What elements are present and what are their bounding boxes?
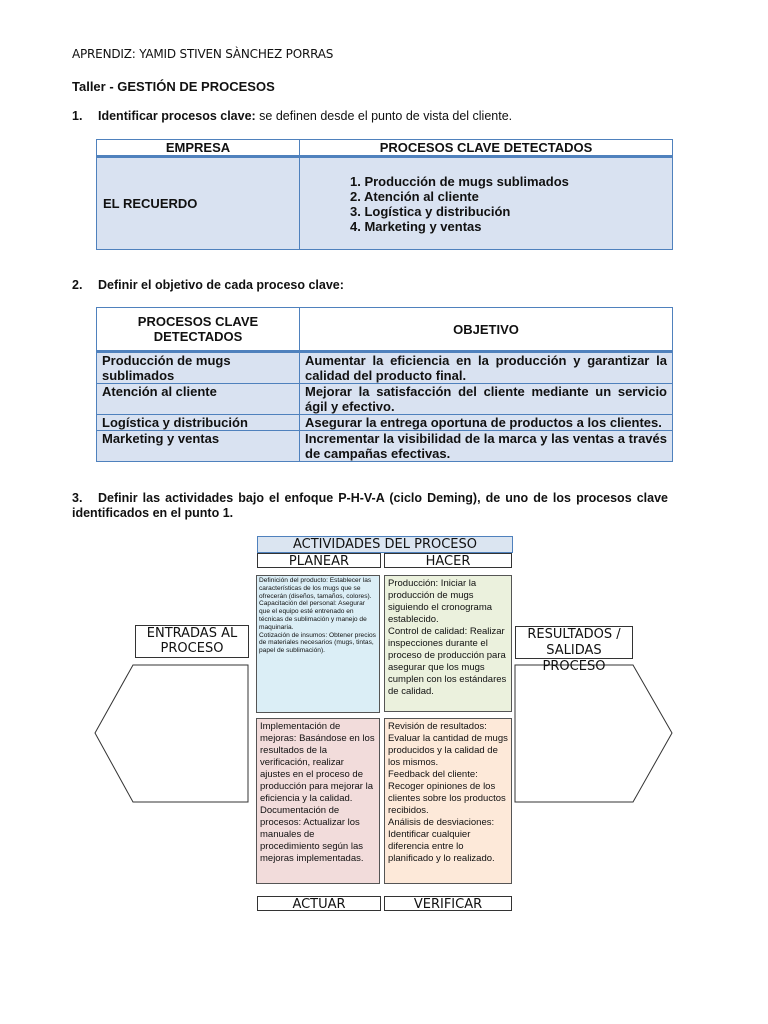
hacer-label: HACER: [384, 553, 512, 568]
process-cell: Marketing y ventas: [97, 431, 300, 462]
question-3-number: 3.: [72, 491, 83, 505]
question-3-text: Definir las actividades bajo el enfoque P-H-V-A (ciclo Deming), de uno de los procesos clave identificados en el punto 1.: [72, 491, 668, 520]
header-empresa: EMPRESA: [97, 140, 300, 157]
actuar-label: ACTUAR: [257, 896, 381, 911]
list-item: 2. Atención al cliente: [350, 188, 479, 204]
objective-cell: Incrementar la visibilidad de la marca y las ventas a través de campañas efectivas.: [300, 431, 673, 462]
objective-cell: Mejorar la satisfacción del cliente mediante un servicio ágil y efectivo.: [300, 384, 673, 415]
company-name: EL RECUERDO: [97, 157, 300, 250]
verificar-label: VERIFICAR: [384, 896, 512, 911]
question-2-number: 2.: [72, 278, 83, 292]
list-item: 1. Producción de mugs sublimados: [350, 173, 569, 189]
outputs-label: RESULTADOS / SALIDAS PROCESO: [515, 626, 633, 659]
page-title: Taller - GESTIÓN DE PROCESOS: [72, 79, 275, 94]
outputs-hexagon: [515, 665, 672, 802]
author-line: APRENDIZ: YAMID STIVEN SÀNCHEZ PORRAS: [72, 47, 334, 61]
planear-label: PLANEAR: [257, 553, 381, 568]
actuar-activities: Implementación de mejoras: Basándose en los resultados de la verificación, realizar ajustes en el proceso de producción para mejorar la eficiencia y la calidad. Documentación de procesos: Actualizar los manuales de procedimiento según las mejoras implementadas.: [256, 718, 380, 884]
list-item: 3. Logística y distribución: [350, 203, 511, 219]
question-1-number: 1.: [72, 109, 83, 123]
inputs-hexagon: [95, 665, 248, 802]
inputs-label: ENTRADAS AL PROCESO: [135, 625, 249, 658]
hacer-activities: Producción: Iniciar la producción de mugs siguiendo el cronograma establecido. Control de calidad: Realizar inspecciones durante el proceso de producción para asegurar que los mugs cumplen con los estándares de calidad.: [384, 575, 512, 712]
process-cell: Atención al cliente: [97, 384, 300, 415]
objective-cell: Asegurar la entrega oportuna de productos a los clientes.: [300, 415, 673, 431]
process-cell: Logística y distribución: [97, 415, 300, 431]
planear-activities: Definición del producto: Establecer las características de los mugs que se ofrecerán (diseños, tamaños, colores). Capacitación del personal: Asegurar que el equipo esté entrenado en técnicas de sublimación y manejo de maquinaria. Cotización de insumos: Obtener precios de materiales necesarios (mugs, tintas, papel de sublimación).: [256, 575, 380, 713]
objective-cell: Aumentar la eficiencia en la producción y garantizar la calidad del producto final.: [300, 352, 673, 384]
header-procesos: PROCESOS CLAVE DETECTADOS: [300, 140, 673, 157]
header-objetivo: OBJETIVO: [300, 308, 673, 352]
verificar-activities: Revisión de resultados: Evaluar la cantidad de mugs producidos y la calidad de los mismos. Feedback del cliente: Recoger opiniones de los clientes sobre los productos recibidos. Análisis de desviaciones: Identificar cualquier diferencia entre lo planificado y lo realizado.: [384, 718, 512, 884]
question-2-text: Definir el objetivo de cada proceso clave:: [98, 278, 344, 292]
header-procesos-clave: PROCESOS CLAVE DETECTADOS: [97, 308, 300, 352]
process-cell: Producción de mugs sublimados: [97, 352, 300, 384]
list-item: 4. Marketing y ventas: [350, 218, 482, 234]
question-1-rest: se definen desde el punto de vista del cliente.: [255, 109, 513, 123]
question-1-bold: Identificar procesos clave:: [98, 109, 256, 123]
activities-title: ACTIVIDADES DEL PROCESO: [257, 536, 513, 553]
